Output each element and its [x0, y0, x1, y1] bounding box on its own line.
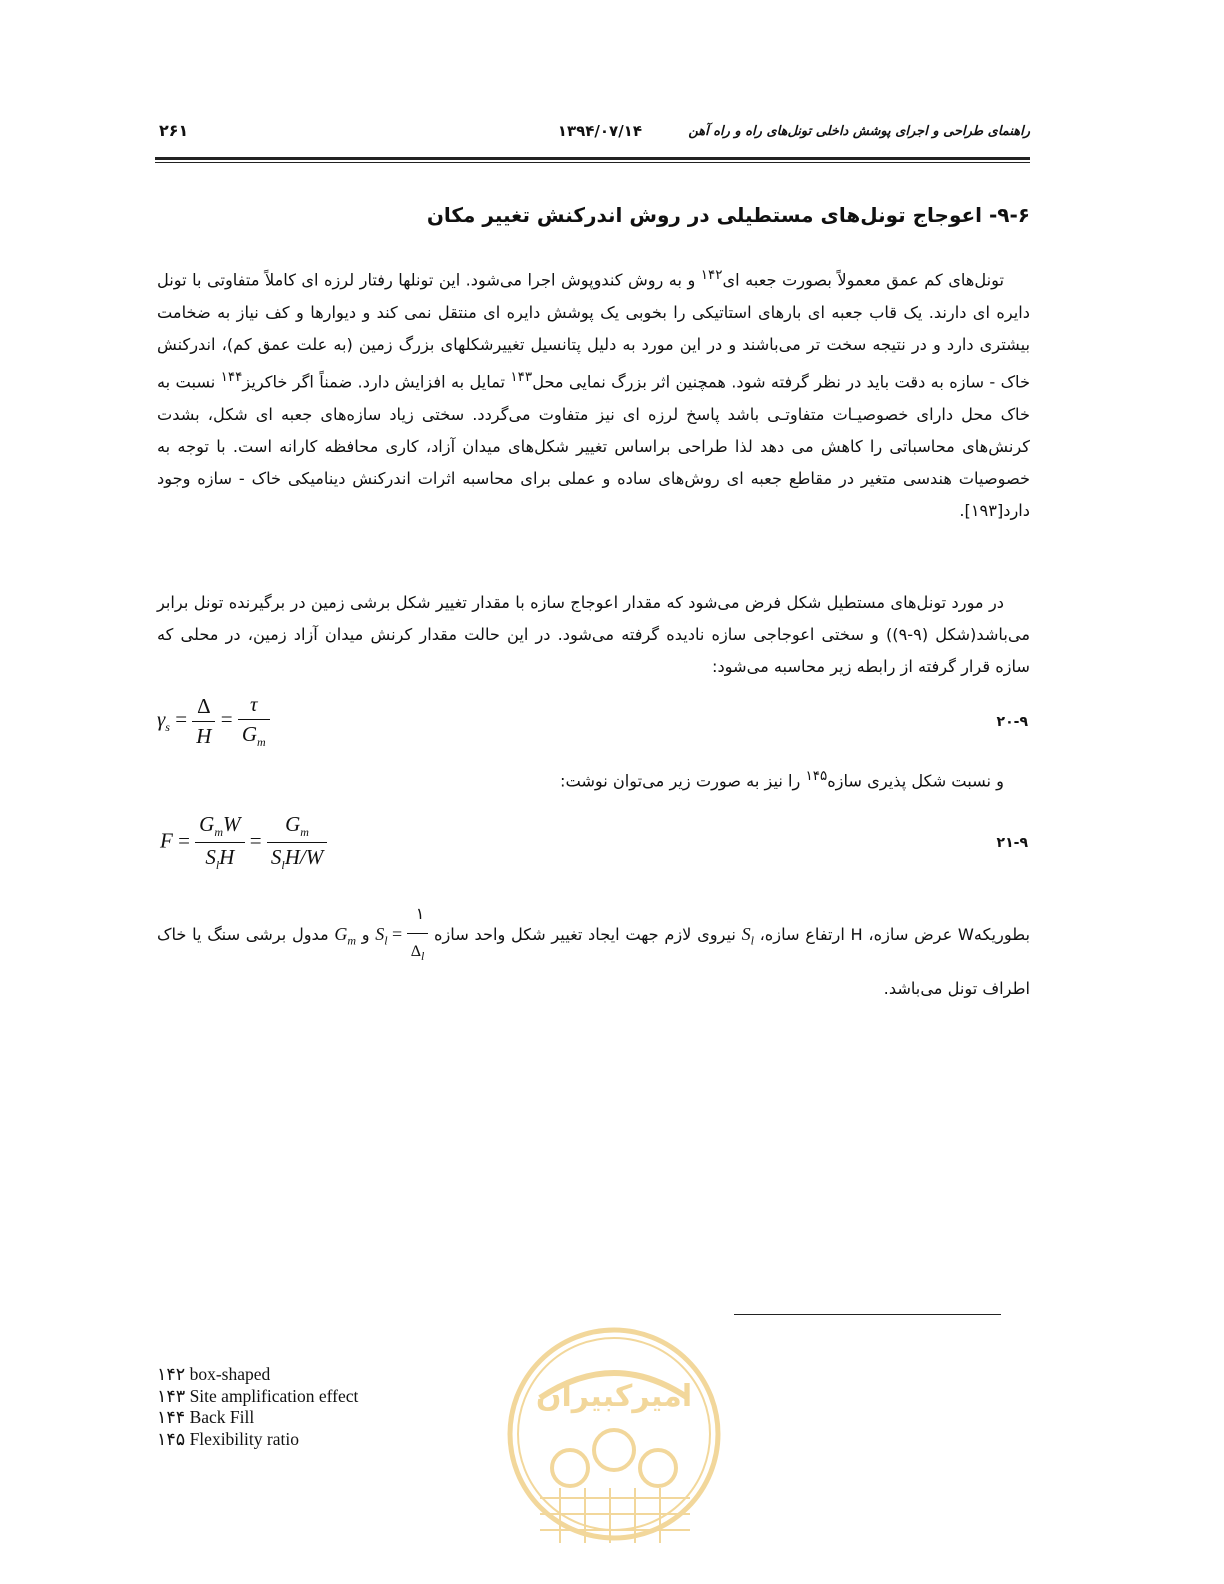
eq21-frac-1: [195, 812, 244, 873]
eq20-num1: Δ: [192, 694, 215, 722]
inline-s-sub: l: [750, 933, 754, 948]
footnote-text: Site amplification effect: [189, 1385, 359, 1406]
watermark-logo: [500, 1318, 728, 1584]
footnote-143: [157, 1386, 358, 1408]
eq21-den1: S: [205, 845, 216, 870]
equation-number-21: ۲۱-۹: [996, 835, 1028, 851]
equation-20-9: $\gamma_s$ = $\frac{\Delta}{H}$ = $\frac{\tau}{G_m}$: [157, 692, 270, 750]
inline-s-symbol: S: [741, 923, 751, 944]
eq20-frac-2: [238, 692, 270, 750]
eq20-frac-1: [192, 694, 215, 749]
paragraph-1: [157, 259, 1030, 527]
equation-number-20: ۲۰-۹: [996, 714, 1028, 730]
header-rule-thin: [155, 162, 1030, 163]
p1-text-d: نسبت به خاک محل دارای خصوصیـات متفاوتـی باشد پاسخ لرزه ای نیز متفاوت می‌گردد. سختی زیاد سازه‌های جعبه ای شکل، بشدت کرنش‌های محاسباتی را کاهش می دهد لذا طراحی براساس تغییر شکل‌های میدان آزاد، کاری محافظه کارانه است. با توجه به خصوصیات هندسی متغیر در مقاطع جعبه ای روش‌های ساده و عملی برای محاسبه اثرات اندرکنش دینامیکی خاک - سازه وجود دارد[۱۹۳].: [157, 372, 1030, 521]
eq20-lhs-sub: s: [165, 720, 170, 735]
eq20-num2: τ: [238, 692, 270, 720]
p4-text-b: نیروی لازم جهت ایجاد تغییر شکل واحد سازه: [428, 924, 742, 944]
inline-s-sub-2: l: [384, 933, 388, 948]
eq21-num1-sub: m: [214, 825, 224, 840]
eq21-num1: G: [199, 812, 215, 836]
eq21-den1-sub: l: [215, 858, 220, 873]
inline-s-l: [741, 923, 754, 948]
eq21-den2: S: [270, 845, 282, 870]
eq20-den1: H: [196, 723, 212, 748]
eq21-den2-sub: l: [281, 858, 285, 873]
section-heading: ۹-۶- اعوجاج تونل‌های مستطیلی در روش اندرکنش تغییر مکان: [426, 203, 1030, 227]
inline-g-sub: m: [347, 933, 357, 948]
eq21-num2-sub: m: [300, 825, 309, 840]
watermark-text: امیرکبیران: [535, 1379, 693, 1414]
inline-frac: [407, 899, 429, 973]
eq21-num2: G: [285, 812, 301, 836]
p4-text-c: و: [356, 924, 376, 944]
p1-text-b: و به روش کندوپوش اجرا می‌شود. این تونلها رفتار لرزه ای کاملاً متفاوتی با تونل دایره ای دارند. یک قاب جعبه ای بارهای استاتیکی را بخوبی یک پوشش دایره ای منتقل نمی کند و دیوارها و کف نیاز به ضخامت بیشتری دارد و در نتیجه سخت تر می‌باشند و در این مورد به دلیل پتانسیل تغییرشکلهای بزرگ زمین (به علت عمق کم)، اندرکنش خاک - سازه به دقت باید در نظر گرفته شود. همچنین اثر بزرگ نمایی محل: [157, 270, 1030, 392]
header-rule: [155, 157, 1030, 160]
footnote-number: ۱۴۵: [157, 1428, 186, 1449]
footnote-ref-142: ۱۴۲: [700, 267, 723, 283]
eq21-den2-tail: H/W: [284, 845, 324, 870]
header-date: ۱۳۹۴/۰۷/۱۴: [557, 122, 642, 140]
book-title: راهنمای طراحی و اجرای پوشش داخلی تونل‌های راه و راه آهن: [688, 124, 1030, 139]
equation-21-9: F = $\frac{G_mW}{S_lH}$ = $\frac{G_m}{S_lH/W}$: [160, 812, 327, 873]
inline-frac-delta: Δ: [410, 943, 421, 961]
footnotes-list: [157, 1364, 358, 1450]
inline-g-m: [334, 923, 357, 948]
inline-frac-delta-sub: l: [421, 949, 425, 964]
footnote-145: [157, 1429, 358, 1451]
eq21-lhs: F: [160, 828, 173, 853]
footnote-ref-144: ۱۴۴: [220, 369, 243, 385]
footnote-text: box-shaped: [189, 1364, 271, 1384]
footnote-separator: [734, 1314, 1001, 1315]
footnote-number: ۱۴۲: [157, 1364, 186, 1384]
eq21-num1-tail: W: [223, 812, 241, 836]
p4-text-d: مدول برشی سنگ یا خاک اطراف تونل می‌باشد.: [157, 924, 1030, 998]
paragraph-4: [157, 899, 1030, 1005]
inline-s-symbol-2: S: [375, 923, 385, 944]
eq21-den1-tail: H: [219, 845, 235, 870]
eq20-lhs: γ: [157, 706, 166, 731]
running-header: [155, 118, 1030, 148]
footnote-142: [157, 1364, 358, 1386]
footnote-144: [157, 1407, 358, 1429]
footnote-ref-145: ۱۴۵: [805, 768, 828, 784]
p4-text-a: بطوریکهW عرض سازه، H ارتفاع سازه،: [753, 924, 1031, 944]
p1-text-a: تونل‌های کم عمق معمولاً بصورت جعبه ای: [722, 270, 1004, 290]
paragraph-3: [157, 760, 1030, 798]
inline-s-definition: $S_l$ = $\frac{۱}{\Delta_l}$: [375, 899, 428, 973]
page-number: ۲۶۱: [159, 121, 189, 140]
p3-text-a: و نسبت شکل پذیری سازه: [827, 771, 1004, 791]
p1-text-c: تمایل به افزایش دارد. ضمناً اگر خاکریز: [242, 372, 511, 392]
inline-frac-num: ۱: [407, 899, 429, 934]
footnote-number: ۱۴۳: [157, 1385, 186, 1406]
paragraph-2: در مورد تونل‌های مستطیل شکل فرض می‌شود که مقدار اعوجاج سازه با مقدار تغییر شکل برشی زمین در برگیرنده تونل برابر می‌باشد(شکل (۹-۹)) و سختی اعوجاجی سازه نادیده گرفته می‌شود. در این حالت مقدار کرنش میدان آزاد زمین، در محلی که سازه قرار گرفته از رابطه زیر محاسبه می‌شود:: [157, 593, 1031, 677]
eq20-den2: G: [241, 722, 257, 746]
eq20-den2-sub: m: [256, 735, 266, 750]
p3-text-b: را نیز به صورت زیر می‌توان نوشت:: [559, 771, 806, 791]
footnote-text: Back Fill: [189, 1407, 255, 1427]
eq21-frac-2: [267, 812, 327, 873]
footnote-number: ۱۴۴: [157, 1407, 186, 1427]
inline-g-symbol: G: [334, 923, 348, 944]
footnote-ref-143: ۱۴۳: [510, 369, 533, 385]
footnote-text: Flexibility ratio: [189, 1428, 299, 1449]
